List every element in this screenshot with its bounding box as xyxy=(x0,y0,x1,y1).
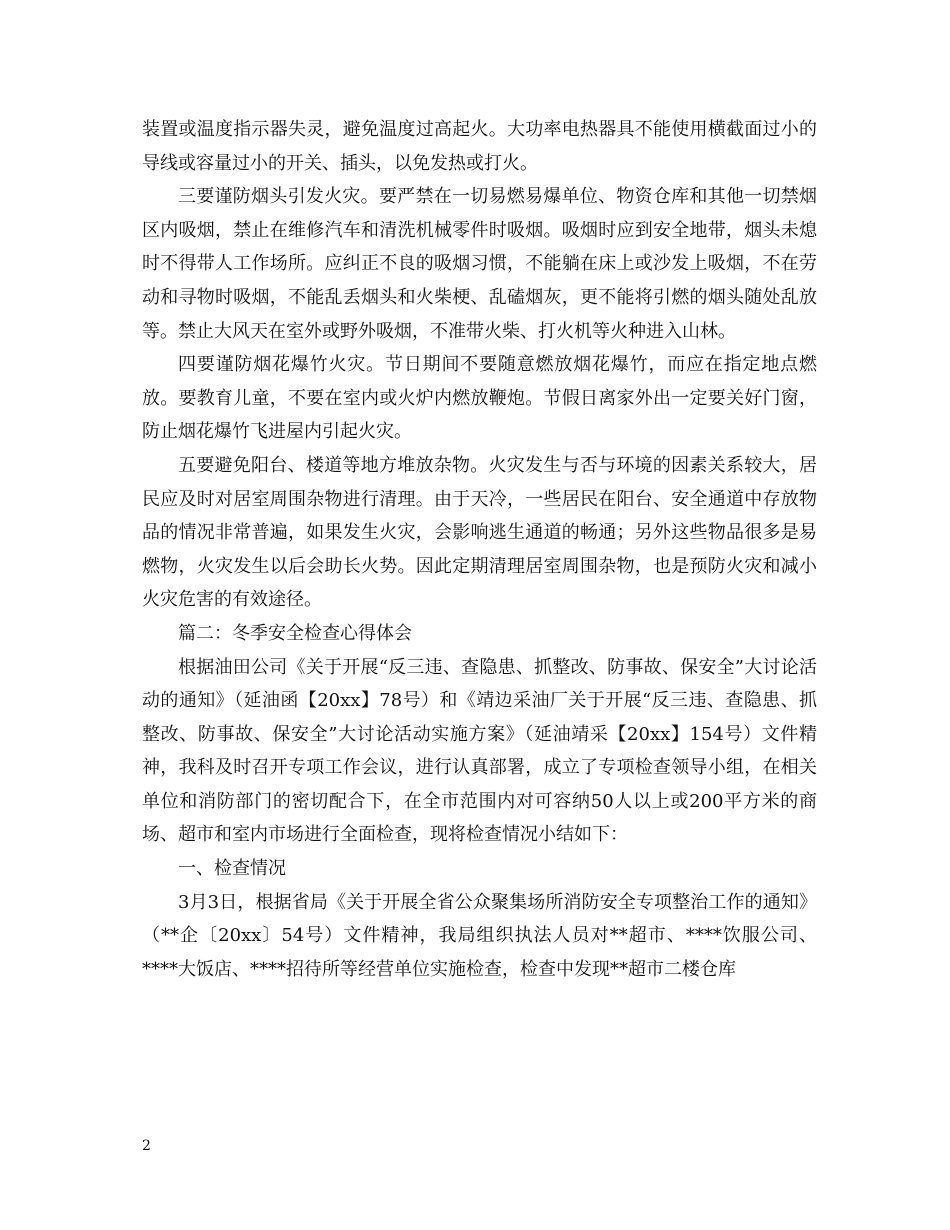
subsection-heading: 一、检查情况 xyxy=(178,858,286,880)
paragraph-4: 五要避免阳台、楼道等地方堆放杂物。火灾发生与否与环境的因素关系较大，居民应及时对居室周围杂物进行清理。由于天冷，一些居民在阳台、安全通道中存放物品的情况非常普遍，如果发生火灾，会影响逃生通道的畅通；另外这些物品很多是易燃物，火灾发生以后会助长火势。因此定期清理居室周围杂物，也是预防火灾和减小火灾危害的有效途径。 xyxy=(142,454,817,611)
page-number: 2 xyxy=(142,1138,151,1154)
paragraph-6: 3月3日，根据省局《关于开展全省公众聚集场所消防安全专项整治工作的通知》（**企〔20xx〕54号）文件精神，我局组织执法人员对**超市、****饮服公司、****大饭店、****招待所等经营单位实施检查，检查中发现**超市二楼仓库 xyxy=(142,891,817,980)
paragraph-2: 三要谨防烟头引发火灾。要严禁在一切易燃易爆单位、物资仓库和其他一切禁烟区内吸烟，禁止在维修汽车和清洗机械零件时吸烟。吸烟时应到安全地带，烟头未熄时不得带人工作场所。应纠正不良的吸烟习惯，不能躺在床上或沙发上吸烟，不在劳动和寻物时吸烟，不能乱丢烟头和火柴梗、乱磕烟灰，更不能将引燃的烟头随处乱放等。禁止大风天在室外或野外吸烟，不准带火柴、打火机等火种进入山林。 xyxy=(142,186,817,342)
paragraph-1: 装置或温度指示器失灵，避免温度过高起火。大功率电热器具不能使用横截面过小的导线或容量过小的开关、插头，以免发热或打火。 xyxy=(142,119,817,174)
paragraph-3: 四要谨防烟花爆竹火灾。节日期间不要随意燃放烟花爆竹，而应在指定地点燃放。要教育儿童，不要在室内或火炉内燃放鞭炮。节假日离家外出一定要关好门窗，防止烟花爆竹飞进屋内引起火灾。 xyxy=(142,354,817,443)
section-heading: 篇二：冬季安全检查心得体会 xyxy=(178,622,412,644)
document-body xyxy=(142,113,817,986)
paragraph-5: 根据油田公司《关于开展“反三违、查隐患、抓整改、防事故、保安全”大讨论活动的通知》（延油函【20xx】78号）和《靖边采油厂关于开展“反三违、查隐患、抓整改、防事故、保安全”大讨论活动实施方案》（延油靖采【20xx】154号）文件精神，我科及时召开专项工作会议，进行认真部署，成立了专项检查领导小组，在相关单位和消防部门的密切配合下，在全市范围内对可容纳50人以上或200平方米的商场、超市和室内市场进行全面检查，现将检查情况小结如下： xyxy=(142,656,817,846)
